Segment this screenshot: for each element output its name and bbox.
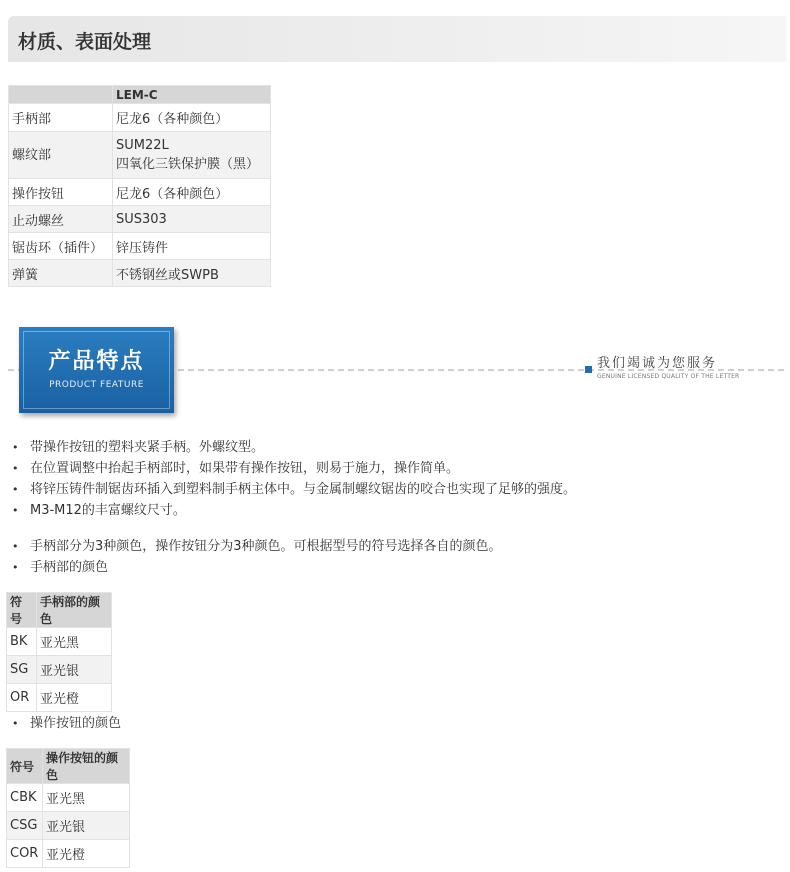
table-header-row	[9, 86, 271, 104]
list-item	[8, 500, 576, 521]
code-cell: COR	[7, 840, 43, 868]
bullet-icon: •	[12, 483, 19, 496]
material-cell	[113, 260, 271, 287]
table-row	[7, 656, 112, 684]
table-row	[9, 206, 271, 233]
table-header-cell: 操作按钮的颜色	[43, 749, 130, 784]
color-cell: 亚光橙	[43, 840, 130, 868]
table-row	[7, 684, 112, 712]
table-row	[9, 233, 271, 260]
list-item-text: 手柄部分为3种颜色，操作按钮分为3种颜色。可根据型号的符号选择各自的颜色。	[30, 539, 502, 554]
color-cell: 亚光银	[43, 812, 130, 840]
bullet-icon: •	[12, 561, 19, 574]
material-cell	[113, 179, 271, 206]
color-cell: 亚光黑	[43, 784, 130, 812]
bullet-icon: •	[12, 462, 19, 475]
table-row	[9, 179, 271, 206]
color-cell: 亚光黑	[37, 628, 112, 656]
table-header-cell: 符号	[7, 749, 43, 784]
material-line: 不锈钢丝或SWPB	[116, 267, 219, 283]
part-cell: 锯齿环（插件）	[9, 233, 113, 260]
part-cell: 止动螺丝	[9, 206, 113, 233]
table-header-row	[7, 593, 112, 628]
table-row	[9, 132, 271, 179]
list-item-text: 操作按钮的颜色	[30, 716, 122, 731]
color-cell: 亚光橙	[37, 684, 112, 712]
material-line: 尼龙6（各种颜色）	[116, 186, 229, 202]
table-header-cell	[9, 86, 113, 104]
material-cell	[113, 233, 271, 260]
list-item	[8, 713, 121, 734]
banner-title-cn: 产品特点	[48, 349, 145, 374]
code-cell: SG	[7, 656, 37, 684]
section-header	[8, 16, 786, 62]
code-cell: BK	[7, 628, 37, 656]
part-cell: 手柄部	[9, 104, 113, 132]
list-item	[8, 437, 576, 458]
material-line: 尼龙6（各种颜色）	[116, 112, 229, 127]
part-cell: 螺纹部	[9, 132, 113, 179]
list-item	[8, 458, 576, 479]
code-cell: CSG	[7, 812, 43, 840]
list-item-text: 在位置调整中抬起手柄部时，如果带有操作按钮，则易于施力，操作简单。	[30, 461, 460, 476]
slogan-marker-icon	[585, 366, 592, 373]
material-cell	[113, 206, 271, 233]
bullet-icon: •	[12, 717, 19, 730]
bullet-icon: •	[12, 504, 19, 517]
list-item-text: 带操作按钮的塑料夹紧手柄。外螺纹型。	[30, 440, 265, 455]
list-item	[8, 557, 502, 578]
table-header-cell: LEM-C	[113, 86, 271, 104]
table-row	[7, 628, 112, 656]
slogan-cn: 我们竭诚为您服务	[597, 356, 718, 371]
material-cell	[113, 132, 271, 179]
feature-list	[8, 437, 576, 521]
list-item	[8, 536, 502, 557]
material-line: SUS303	[116, 211, 167, 227]
list-item	[8, 479, 576, 500]
bullet-icon: •	[12, 441, 19, 454]
section-title: 材质、表面处理	[18, 31, 152, 53]
table-header-row	[7, 749, 130, 784]
table-header-cell: 手柄部的颜色	[37, 593, 112, 628]
code-cell: OR	[7, 684, 37, 712]
button-color-table	[6, 748, 130, 868]
list-item-text: 手柄部的颜色	[30, 560, 109, 575]
part-cell: 弹簧	[9, 260, 113, 287]
material-table	[8, 85, 271, 287]
table-row	[9, 104, 271, 132]
material-cell	[113, 104, 271, 132]
table-row	[9, 260, 271, 287]
material-line: SUM22L	[116, 138, 169, 153]
button-color-note	[8, 713, 121, 734]
code-cell: CBK	[7, 784, 43, 812]
table-row	[7, 840, 130, 868]
banner-title-en: PRODUCT FEATURE	[49, 380, 144, 390]
color-notes-list	[8, 536, 502, 578]
slogan-en: GENUINE LICENSED QUALITY OF THE LETTER	[597, 373, 740, 380]
color-cell: 亚光银	[37, 656, 112, 684]
part-cell: 操作按钮	[9, 179, 113, 206]
material-line: 锌压铸件	[116, 240, 169, 256]
list-item-text: 将锌压铸件制锯齿环插入到塑料制手柄主体中。与金属制螺纹锯齿的咬合也实现了足够的强度。	[30, 482, 577, 497]
table-row	[7, 784, 130, 812]
bullet-icon: •	[12, 540, 19, 553]
table-header-cell: 符号	[7, 593, 37, 628]
table-row	[7, 812, 130, 840]
product-feature-banner	[19, 327, 174, 413]
material-line: 四氧化三铁保护膜（黑）	[116, 157, 260, 172]
handle-color-table	[6, 592, 112, 712]
list-item-text: M3-M12的丰富螺纹尺寸。	[30, 503, 186, 518]
